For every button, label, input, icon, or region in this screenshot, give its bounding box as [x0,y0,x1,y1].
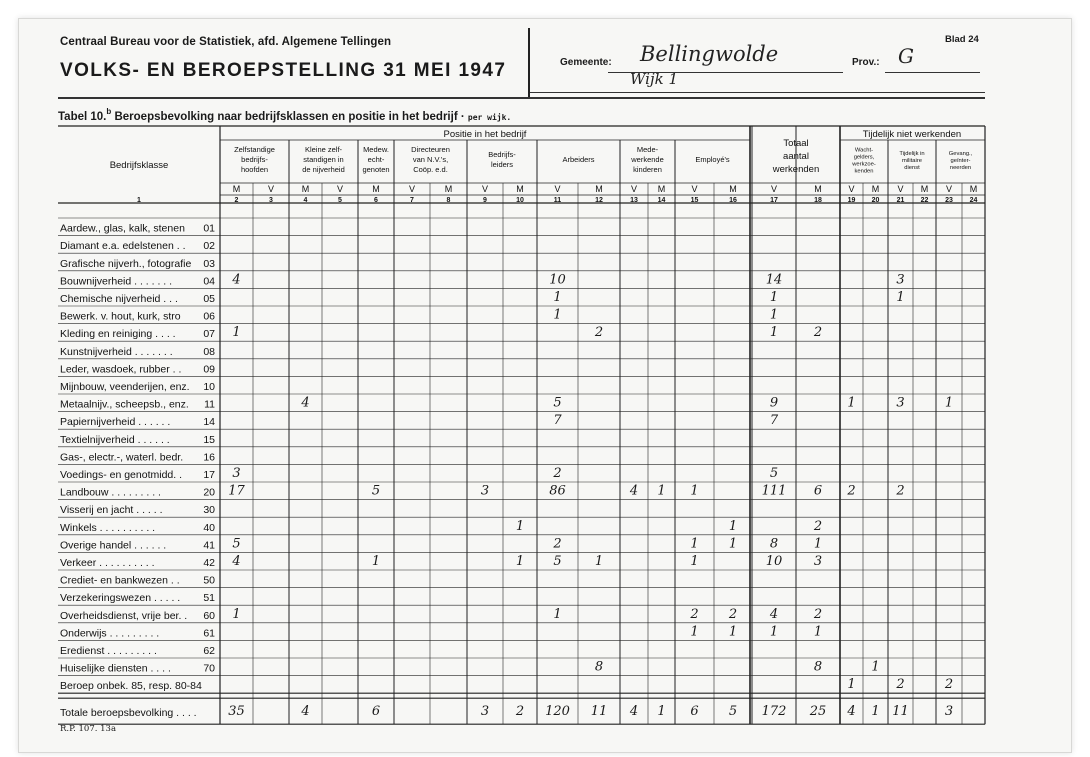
total-value: 11 [590,704,608,720]
sheet-number: Blad 24 [945,34,979,45]
row-label: Chemische nijverheid . . . [60,293,178,305]
tijdelijk-header: Tijdelijk niet werkenden [862,129,962,140]
row-code: 08 [203,345,215,358]
column-number: 21 [896,197,905,204]
tijdelijk-group-header: Gevang., [948,151,973,157]
row-label: Textielnijverheid . . . . . . [60,433,170,446]
mv-label: V [945,184,953,194]
position-group-header: werkende [631,155,664,164]
row-code: 61 [203,627,215,640]
position-group-header: Mede- [636,145,659,154]
position-group-header: echt- [367,155,385,164]
tijdelijk-group-header: werkzoe- [852,161,876,168]
total-value: 4 [847,704,856,720]
cell-value: 1 [553,307,562,323]
cell-value: 5 [232,536,241,552]
tijdelijk-group-header: Wacht- [854,147,874,154]
cell-value: 1 [847,677,856,693]
total-value: 6 [371,704,381,720]
cell-value: 86 [549,483,566,499]
total-value: 4 [629,704,639,720]
column-number: 7 [410,197,414,204]
table-title: Beroepsbevolking naar bedrijfsklassen en positie in het bedrijf [114,111,458,123]
cell-value: 17 [228,483,245,499]
totaal-header-line: werkenden [772,164,820,175]
mv-label: V [848,184,855,194]
row-label: Leder, wasdoek, rubber . . [60,363,182,376]
mv-label: M [969,184,978,194]
cell-value: 2 [944,677,954,693]
cell-value: 2 [690,606,699,622]
cell-value: 1 [553,606,562,622]
cell-value: 1 [515,554,525,569]
mv-label: V [770,184,778,194]
row-label: Diamant e.a. edelstenen . . [60,240,186,253]
column-number: 4 [303,197,308,204]
form-title: VOLKS- EN BEROEPSTELLING 31 MEI 1947 [60,60,507,81]
column-number: 23 [945,197,953,204]
row-label: Kleding en reiniging . . . . [60,328,176,341]
cell-value: 2 [813,606,823,622]
row-code: 15 [203,433,215,446]
row-code: 04 [203,275,215,288]
gemeente-value: Bellingwolde [640,42,779,66]
column-number: 1 [137,197,141,204]
cell-value: 3 [896,395,905,411]
mv-label: V [336,184,344,194]
total-value: 35 [228,704,245,720]
position-group-header: hoofden [240,165,269,174]
total-value: 172 [761,704,787,720]
mv-label: M [516,184,524,194]
row-code: 51 [203,592,215,605]
row-label: Grafische nijverh., fotografie [60,257,192,270]
cell-value: 3 [813,554,823,569]
cell-value: 1 [594,554,604,569]
row-label: Beroep onbek. 85, resp. 80-84 [60,680,202,693]
column-number: 22 [920,197,929,204]
cell-value: 5 [769,466,779,481]
table-caption: Tabel 10.$^b$ Beroepsbevolking naar bedrijfsklassen en positie in het bedrijf · per wijk. [58,107,512,123]
row-label: Mijnbouw, veenderijen, enz. [60,381,190,393]
row-code: 30 [203,504,215,517]
row-label: Metaalnijv., scheepsb., enz. [60,398,189,411]
cell-value: 7 [553,413,562,429]
column-number: 18 [814,197,822,204]
table-per-wijk: per wijk. [467,113,512,122]
row-label: Verzekeringswezen . . . . . [60,592,181,605]
row-code: 03 [203,257,215,270]
column-number: 8 [446,197,451,204]
row-label: Voedings- en genotmidd. . [60,469,183,481]
cell-value: 1 [728,624,738,640]
column-number: 11 [553,197,562,204]
mv-label: M [232,184,241,194]
column-number: 10 [516,197,524,204]
position-group-header: Employé's [695,155,730,164]
cell-value: 8 [594,659,604,675]
cell-value: 7 [769,413,779,429]
row-label: Overige handel . . . . . . [60,539,167,552]
cell-value: 1 [515,518,525,534]
row-label: Eredienst . . . . . . . . . [60,645,157,657]
mv-label: V [691,184,698,194]
organization-name: Centraal Bureau voor de Statistiek, afd. Algemene Tellingen [60,36,392,48]
mv-label: M [301,184,310,194]
row-label: Gas-, electr.-, waterl. bedr. [60,451,184,464]
cell-value: 2 [594,325,604,341]
cell-value: 4 [232,272,241,288]
position-group-header: kinderen [633,165,662,174]
row-code: 11 [204,398,215,411]
table-number: Tabel 10. [58,111,107,123]
cell-value: 8 [769,536,779,552]
column-number: 19 [847,197,856,204]
cell-value: 2 [896,677,905,693]
column-number: 20 [871,197,880,204]
row-code: 07 [203,328,215,341]
table-number-suffix: b [106,107,112,116]
row-label: Onderwijs . . . . . . . . . [60,627,160,640]
cell-value: 1 [690,483,699,499]
cell-value: 3 [896,272,905,288]
cell-value: 9 [769,395,779,411]
row-code: 05 [203,293,215,305]
totaal-header-line: aantal [783,151,809,162]
cell-value: 2 [813,325,823,341]
cell-value: 1 [232,606,241,622]
cell-value: 1 [232,325,241,341]
mv-label: V [897,184,904,194]
cell-value: 2 [728,606,738,622]
cell-value: 4 [629,483,639,499]
province-label: Prov.: [852,57,880,68]
total-value: 6 [690,704,699,720]
position-group-header: Arbeiders [562,155,595,164]
province-value: G [898,44,914,68]
cell-value: 1 [728,536,738,552]
total-value: 11 [892,704,909,720]
column-number: 3 [269,197,273,204]
row-label: Visserij en jacht . . . . . [60,504,163,517]
row-code: 09 [203,363,215,376]
row-code: 62 [203,645,215,657]
total-value: 120 [545,704,570,720]
totaal-header-line: Totaal [783,138,809,149]
total-value: 2 [515,704,525,720]
cell-value: 4 [232,554,241,569]
cell-value: 1 [690,624,699,640]
position-group-header: Kleine zelf- [304,145,343,154]
total-value: 3 [480,704,490,720]
cell-value: 1 [657,483,666,499]
column-number: 12 [595,197,603,204]
row-code: 01 [203,222,215,235]
wijk-value: Wijk 1 [630,70,679,88]
cell-value: 3 [480,483,490,499]
mv-label: M [444,184,453,194]
cell-value: 1 [553,290,562,305]
position-group-header: Bedrijfs- [488,150,516,159]
total-value: 3 [944,704,954,720]
mv-label: M [871,184,880,194]
cell-value: 5 [553,554,562,569]
total-value: 1 [871,704,880,720]
row-code: 70 [203,662,215,675]
mv-label: V [481,184,489,194]
cell-value: 2 [896,483,905,499]
form-code: R.P. 107. 13a [60,724,117,734]
cell-value: 111 [761,483,787,499]
row-code: 06 [203,310,215,323]
cell-value: 1 [690,554,699,569]
cell-value: 5 [553,395,562,411]
cell-value: 1 [847,395,856,411]
row-code: 60 [203,609,215,622]
cell-value: 1 [769,307,779,323]
cell-value: 1 [944,395,954,411]
cell-value: 2 [553,466,562,481]
position-group-header: genoten [362,165,390,174]
total-value: 4 [301,704,310,720]
position-group-header: Zelfstandige [234,145,275,154]
cell-value: 14 [765,272,783,288]
cell-value: 2 [813,518,823,534]
total-value: 25 [809,704,827,720]
cell-value: 1 [896,290,905,305]
cell-value: 8 [813,659,823,675]
cell-value: 2 [847,483,856,499]
column-number: 24 [969,197,978,204]
mv-label: M [595,184,603,194]
positie-header: Positie in het bedrijf [443,129,527,140]
cell-value: 1 [728,518,738,534]
total-label: Totale beroepsbevolking . . . . [60,707,197,720]
cell-value: 10 [765,554,783,569]
row-label: Winkels . . . . . . . . . . [60,521,156,534]
mv-label: V [267,184,275,194]
column-number: 14 [657,197,666,204]
column-number: 2 [234,197,239,204]
cell-value: 5 [371,483,381,499]
position-group-header: bedrijfs- [241,155,268,164]
gemeente-label: Gemeente: [560,57,612,68]
row-label: Kunstnijverheid . . . . . . . [60,345,173,358]
row-label: Huiselijke diensten . . . . [60,662,171,675]
row-code: 20 [203,486,215,499]
row-code: 02 [203,240,215,253]
column-number: 13 [630,197,638,204]
cell-value: 1 [769,325,779,341]
mv-label: M [814,184,822,194]
mv-label: V [630,184,638,194]
cell-value: 1 [769,624,779,640]
row-label: Landbouw . . . . . . . . . [60,486,161,499]
tijdelijk-group-header: gelders, [853,154,875,161]
cell-value: 1 [813,536,823,552]
mv-label: M [657,184,666,194]
cell-value: 10 [549,272,566,288]
cell-value: 1 [871,659,880,675]
row-code: 17 [203,469,215,481]
row-label: Aardew., glas, kalk, stenen [60,222,185,235]
column-number: 17 [770,197,778,204]
tijdelijk-group-header: Tijdelijk in [899,151,925,157]
mv-label: M [920,184,929,194]
cell-value: 1 [769,290,779,305]
total-value: 1 [657,704,666,720]
cell-value: 1 [690,536,699,552]
row-code: 41 [203,539,215,552]
tijdelijk-group-header: militaire [902,158,922,164]
column-number: 5 [338,197,342,204]
row-label: Crediet- en bankwezen . . [60,574,180,587]
position-group-header: de nijverheid [302,165,345,174]
row-code: 10 [203,381,215,393]
row-code: 16 [203,451,215,464]
mv-label: V [408,184,416,194]
column-number: 6 [374,197,378,204]
cell-value: 2 [553,536,562,552]
position-group-header: van N.V.'s, [412,155,449,164]
tijdelijk-group-header: dienst [904,165,920,171]
cell-value: 4 [769,606,779,622]
row-label: Bouwnijverheid . . . . . . . [60,275,173,288]
mv-label: M [372,184,380,194]
row-label: Bewerk. v. hout, kurk, stro [60,310,181,323]
row-label: Verkeer . . . . . . . . . . [60,557,155,569]
column-number: 16 [729,197,737,204]
row-code: 40 [203,521,215,534]
bedrijfsklasse-header: Bedrijfsklasse [109,160,169,171]
row-code: 14 [203,416,215,429]
row-code: 50 [203,574,215,587]
cell-value: 1 [813,624,823,640]
column-number: 9 [483,197,487,204]
cell-value: 1 [371,554,381,569]
position-group-header: standigen in [303,155,344,164]
column-number: 15 [690,197,699,204]
tijdelijk-group-header: neerden [949,165,972,171]
position-group-header: leiders [490,160,514,169]
row-label: Papiernijverheid . . . . . . [60,416,171,429]
cell-value: 3 [232,466,241,481]
mv-label: V [554,184,561,194]
tijdelijk-group-header: geïnter- [950,158,971,164]
position-group-header: Medew. [363,145,389,154]
row-label: Overheidsdienst, vrije ber. . [60,609,188,622]
cell-value: 6 [813,483,823,499]
row-code: 42 [203,557,215,569]
cell-value: 4 [301,395,310,411]
position-group-header: Coöp. e.d. [413,165,448,174]
tijdelijk-group-header: kenden [854,168,874,175]
total-value: 5 [728,704,738,720]
position-group-header: Directeuren [411,145,450,154]
mv-label: M [729,184,737,194]
